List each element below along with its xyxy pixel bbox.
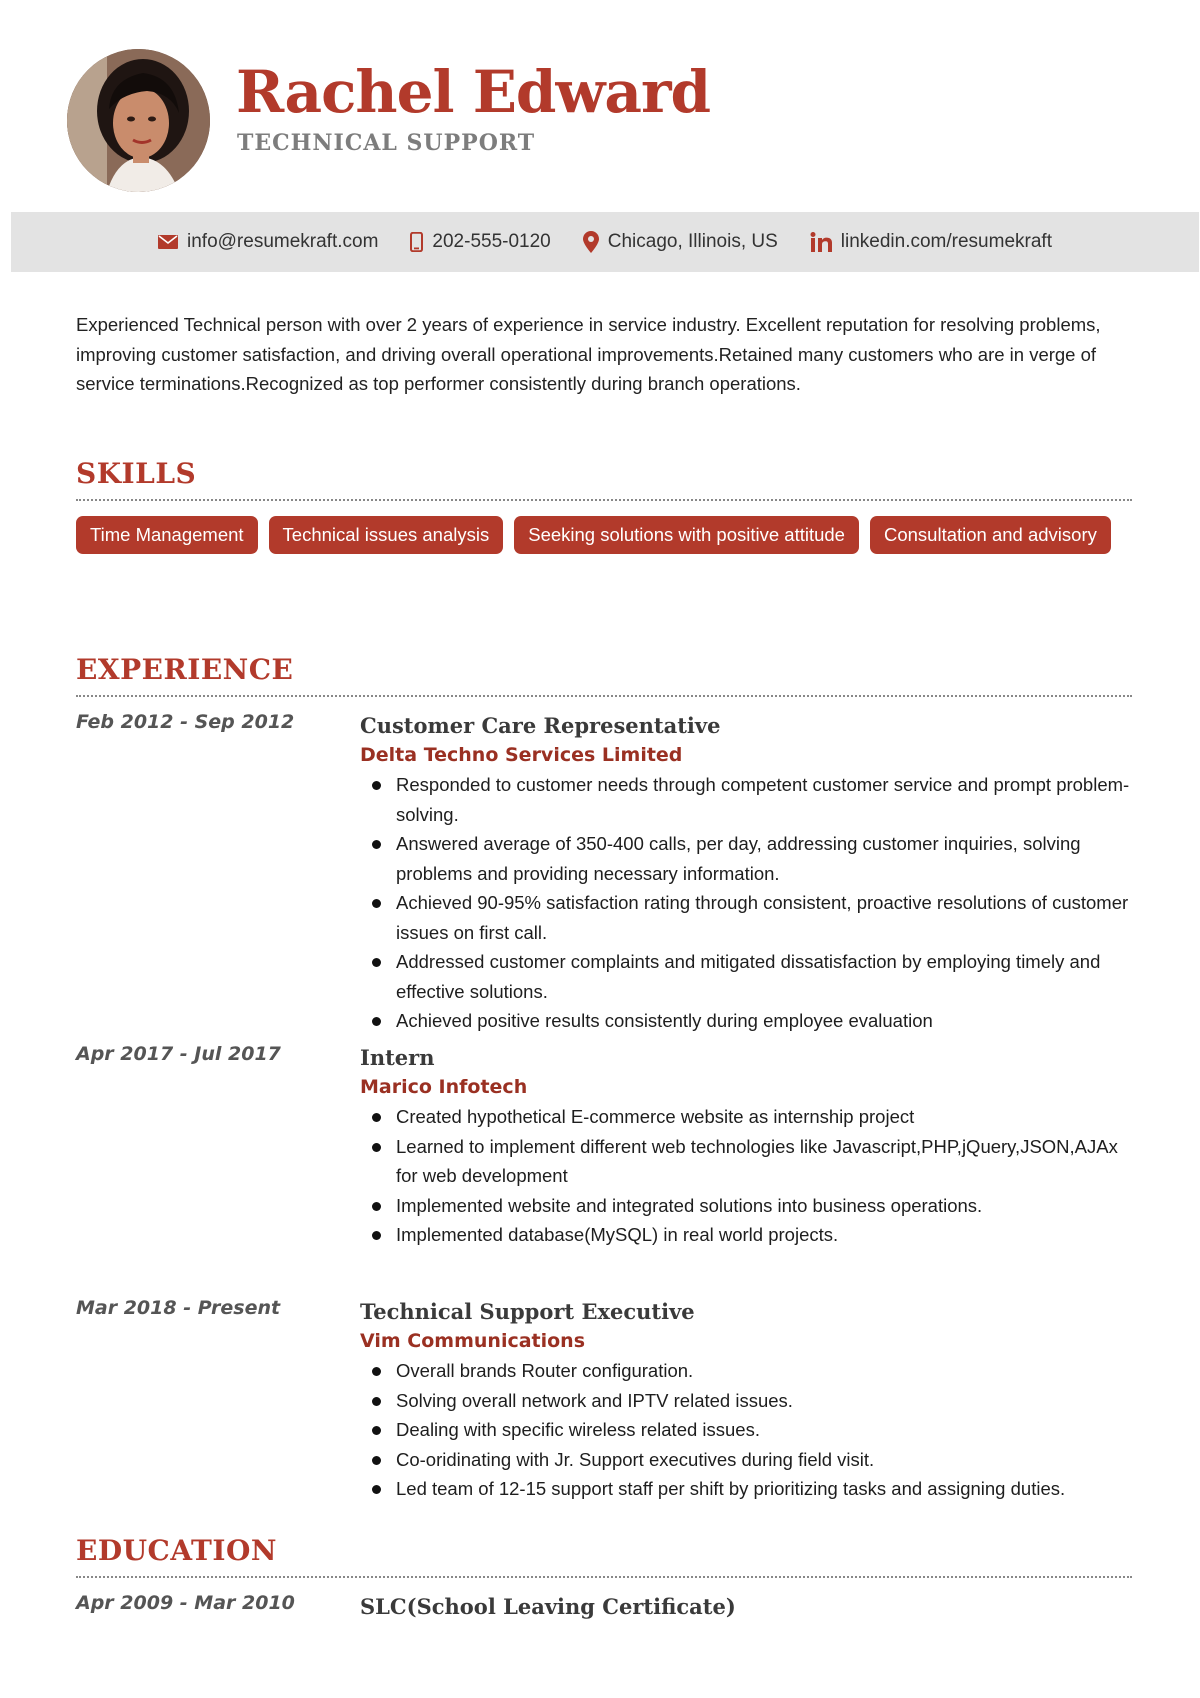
experience-heading: EXPERIENCE [76,653,294,686]
job-title: Technical Support Executive [360,1299,695,1324]
job-bullet: Achieved positive results consistently during employee evaluation [360,1006,1136,1036]
job-bullet: Dealing with specific wireless related issues. [360,1415,1136,1445]
education-title: SLC(School Leaving Certificate) [360,1594,736,1619]
candidate-role: TECHNICAL SUPPORT [237,130,536,156]
job-company: Delta Techno Services Limited [360,744,683,766]
job-bullet: Addressed customer complaints and mitigated dissatisfaction by employing timely and effective solutions. [360,947,1136,1006]
profile-photo-illustration [67,49,210,192]
skill-chip: Technical issues analysis [269,516,504,554]
job-date: Mar 2018 - Present [76,1297,281,1319]
education-divider [76,1576,1132,1578]
skill-chip: Seeking solutions with positive attitude [514,516,859,554]
envelope-icon [158,234,178,250]
skills-list [76,516,1136,554]
job-details [360,1297,1136,1504]
job-title: Customer Care Representative [360,713,721,738]
contact-email[interactable] [158,231,378,253]
phone-icon [410,232,423,252]
job-bullet: Led team of 12-15 support staff per shift by prioritizing tasks and assigning duties. [360,1474,1136,1504]
job-details [360,711,1136,1036]
contact-phone[interactable] [410,231,550,253]
job-bullet: Co-oridinating with Jr. Support executives during field visit. [360,1445,1136,1475]
skill-chip: Time Management [76,516,258,554]
job-bullet: Implemented database(MySQL) in real world projects. [360,1220,1136,1250]
job-bullet: Learned to implement different web technologies like Javascript,PHP,jQuery,JSON,AJAx for web development [360,1132,1136,1191]
job-date: Apr 2017 - Jul 2017 [76,1043,281,1065]
resume-header [0,0,1200,210]
job-title: Intern [360,1045,435,1070]
map-pin-icon [583,231,599,253]
job-bullet: Overall brands Router configuration. [360,1356,1136,1386]
job-bullet: Achieved 90-95% satisfaction rating through consistent, proactive resolutions of customer issues on first call. [360,888,1136,947]
skills-divider [76,499,1132,501]
job-bullet: Implemented website and integrated solutions into business operations. [360,1191,1136,1221]
contact-linkedin[interactable] [810,231,1052,253]
contact-location [583,231,778,253]
contact-email-text: info@resumekraft.com [187,231,379,252]
job-bullets [360,1356,1136,1504]
skills-heading: SKILLS [76,457,197,490]
professional-summary: Experienced Technical person with over 2 years of experience in service industry. Excellent reputation for resolving problems, improving customer satisfaction, and driving overall operational improvements.Retained many customers who are in verge of service terminations.Recognized as top performer consistently during branch operations. [76,314,1101,394]
education-details [360,1592,1136,1622]
job-company: Vim Communications [360,1330,586,1352]
profile-photo [67,49,210,192]
job-details [360,1043,1136,1250]
experience-divider [76,695,1132,697]
candidate-name: Rachel Edward [236,58,711,126]
job-company: Marico Infotech [360,1076,528,1098]
linkedin-icon [810,232,832,252]
job-bullet: Answered average of 350-400 calls, per day, addressing customer inquiries, solving problems and providing necessary information. [360,829,1136,888]
job-date: Feb 2012 - Sep 2012 [76,711,295,733]
job-bullet: Created hypothetical E-commerce website as internship project [360,1102,1136,1132]
contact-phone-text: 202-555-0120 [432,231,551,252]
contact-linkedin-text: linkedin.com/resumekraft [840,231,1052,252]
job-bullets [360,1102,1136,1250]
skill-chip: Consultation and advisory [870,516,1111,554]
job-bullets [360,770,1136,1036]
job-bullet: Responded to customer needs through competent customer service and prompt problem-solving. [360,770,1136,829]
job-bullet: Solving overall network and IPTV related issues. [360,1386,1136,1416]
education-heading: EDUCATION [76,1534,277,1567]
contact-location-text: Chicago, Illinois, US [607,231,778,252]
contact-bar [11,212,1199,272]
education-date: Apr 2009 - Mar 2010 [76,1592,295,1614]
